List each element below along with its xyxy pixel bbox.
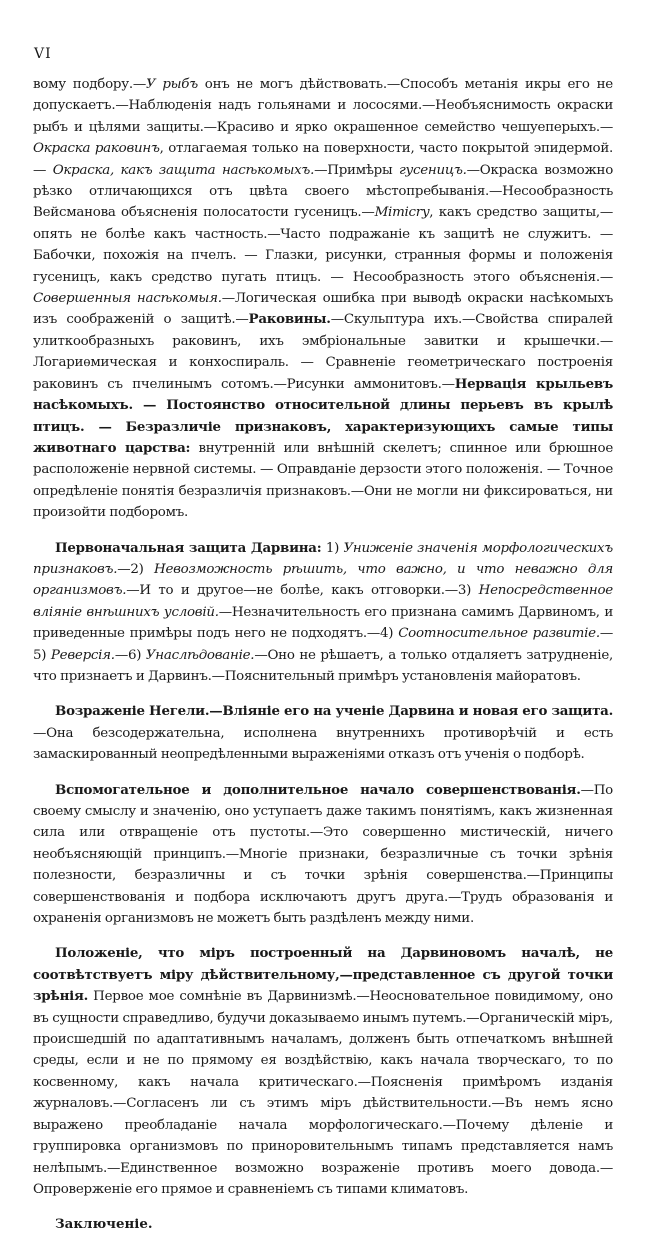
italic-text: Окраска раковинъ (33, 141, 160, 157)
bold-heading-text: Первоначальная защита Дарвина: (55, 539, 322, 556)
table-of-contents-body (33, 74, 613, 1236)
body-text: —Незначительность его признана самимъ Дарвиномъ, и приведенные примѣры подъ него не подходятъ.—4) (33, 604, 613, 642)
italic-text: Mimicry (374, 205, 430, 221)
body-text: , отлагаемая только на поверхности, часто покрытой эпидермой. — (33, 141, 613, 178)
body-text: —2) (117, 561, 155, 577)
italic-text: У рыбъ (146, 77, 198, 92)
body-text: —И то и другое—не болѣе, какъ отговорки.—3) (126, 583, 479, 599)
paragraph-animal-coloration (33, 74, 613, 524)
italic-text: Унаслѣдованіе. (145, 647, 255, 663)
paragraph-darwinian-world (33, 943, 613, 1200)
body-text: —Скульптура ихъ.—Свойства спиралей улиткообразныхъ раковинъ, ихъ эмбріональные завитки и крышечки.—Логариѳмическая и конхоспираль. — Сравненіе геометрическаго построенія раковинъ съ пчелинымъ сотомъ.—Рисунки аммонитовъ.— (33, 312, 613, 392)
body-text: —По своему смыслу и значенію, оно уступаетъ даже такимъ понятіямъ, какъ жизненная сила или отвращеніе отъ пустоты.—Это совершенно мистическій, ничего необъясняющій принципъ.—Многіе признаки, безразличные съ точки зрѣнія полезности, безразличны и съ точки зрѣнія совершенства.—Принципы совершенствованія и подбора исключаютъ другъ друга.—Трудъ образованія и охраненія организмовъ не можетъ быть раздѣленъ между ними. (33, 782, 613, 927)
body-text: онъ не могъ дѣйствовать.—Способъ метанія икры его не допускаетъ.—Наблюденія надъ гольянами и лососями.—Необъяснимость окраски рыбъ и цѣлями защиты.—Красиво и ярко окрашенное семейство чешуеперыхъ.— (33, 77, 613, 135)
italic-text: Невозможность рѣшить, что важно, и что неважно для организмовъ. (33, 561, 613, 599)
bold-heading-text: Возраженіе Негели.—Вліяніе его на ученіе Дарвина и новая его защита. (55, 703, 613, 720)
paragraph-gap (33, 524, 613, 538)
body-text: вому подбору.— (33, 77, 146, 92)
body-text: —Оно не рѣшаетъ, а только отдаляетъ затрудненіе, что признаетъ и Дарвинъ.—Пояснительный примѣръ установленія майоратовъ. (33, 647, 613, 684)
paragraph-gap (33, 687, 613, 701)
paragraph-gap (33, 929, 613, 943)
body-text: —Примѣры (314, 162, 399, 178)
paragraph-gap (33, 766, 613, 780)
italic-text: Окраска, какъ защита насѣкомыхъ. (52, 162, 315, 178)
paragraph-gap (33, 1200, 613, 1214)
body-text: —Окраска возможно рѣзко отличающихся отъ цвѣта своего мѣстопребыванія.—Несообразность Вейсманова объясненія полосатости гусеницъ.— (33, 162, 614, 221)
body-text: —Логическая ошибка при выводѣ окраски насѣкомыхъ изъ соображеній о защитѣ.— (33, 291, 614, 328)
body-text: —6) (114, 647, 146, 663)
body-text: внутренній или внѣшній скелетъ; спинное или брюшное расположеніе нервной системы. — Оправданіе дерзости этого положенія. — Точное опредѣленіе понятія безразличія признаковъ.—Они не могли ни фиксироваться, ни произойти подборомъ. (33, 440, 613, 521)
bold-heading-text: Положеніе, что міръ построенный на Дарвиновомъ началѣ, не соотвѣтствуетъ міру дѣйствительному,—представленное съ другой точки зрѣнія. (33, 945, 613, 1005)
body-text: —Она безсодержательна, исполнена внутреннихъ противорѣчій и есть замаскированный неопредѣленными выраженіями отказъ отъ ученія о подборѣ. (33, 725, 613, 763)
body-text: 1) (321, 540, 344, 556)
italic-text: Соотносительное развитіе. (398, 626, 600, 642)
italic-text: Униженіе значенія морфологическихъ признаковъ. (33, 540, 613, 577)
page-number: VI (34, 46, 52, 62)
paragraph-darwin-initial-defense (33, 538, 613, 688)
body-text: , какъ средство защиты,—опять не болѣе какъ частность.—Часто подражаніе къ защитѣ не служитъ. — Бабочки, похожія на пчелъ. — Глазки, рисунки, странныя формы и положенія гусеницъ, какъ средство пугать птицъ. — Несообразность этого объясненія.— (33, 205, 613, 285)
body-text: —5) (33, 626, 613, 663)
paragraph-perfection-principle (33, 780, 613, 930)
bold-heading-text: Нервація крыльевъ насѣкомыхъ. — Постоянство относительной длины перьевъ въ крылѣ птицъ. — Безразличіе признаковъ, характеризующихъ самые типы животнаго царства: (33, 375, 613, 456)
italic-text: гусеницъ. (398, 162, 467, 178)
bold-heading-text: Вспомогательное и дополнительное начало совершенствованія. (55, 781, 581, 798)
italic-text: Реверсія. (50, 647, 115, 663)
conclusion-heading: Заключеніе. (55, 1216, 153, 1233)
italic-text: Совершенныя насѣкомыя. (33, 291, 222, 307)
paragraph-nageli-objection (33, 701, 613, 765)
body-text: Первое мое сомнѣніе въ Дарвинизмѣ.—Неосновательное повидимому, оно въ сущности справедливо, будучи доказываемо инымъ путемъ.—Органическій міръ, происшедшій по адаптативнымъ началамъ, долженъ быть отпечаткомъ внѣшней среды, если и не по прямому ея воздѣйствію, какъ начала творческаго, то по косвенному, какъ начала критическаго.—Поясненія примѣромъ изданія журналовъ.—Согласенъ ли съ этимъ міръ дѣйствительности.—Въ немъ ясно выражено преобладаніе начала морфологическаго.—Почему дѣленіе и группировка организмовъ по приноровительнымъ типамъ представляется намъ нелѣпымъ.—Единственное возможно возраженіе противъ моего довода.—Опроверженіе его прямое и сравненіемъ съ типами климатовъ. (33, 989, 613, 1197)
italic-text: Непосредственное вліяніе внѣшнихъ условій. (33, 583, 613, 620)
bold-heading-text: Раковины. (248, 311, 331, 328)
